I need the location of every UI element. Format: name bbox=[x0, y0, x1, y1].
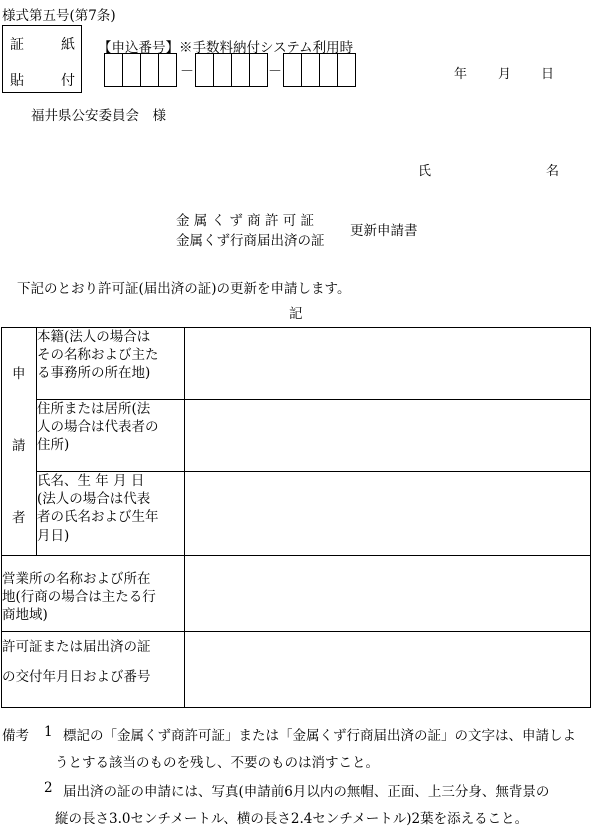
form-number: 様式第五号(第7条) bbox=[2, 8, 116, 24]
intro-text: 下記のとおり許可証(届出済の証)の更新を申請します。 bbox=[17, 281, 351, 297]
title-suffix: 更新申請書 bbox=[350, 223, 418, 239]
revenue-stamp-box bbox=[2, 25, 82, 93]
application-number-group-3[interactable] bbox=[283, 53, 356, 87]
note-text: うとする該当のものを残し、不要のものは消すこと。 bbox=[55, 755, 379, 771]
row-value-address[interactable] bbox=[185, 400, 591, 472]
digit-cell[interactable] bbox=[249, 53, 268, 87]
digit-cell[interactable] bbox=[301, 53, 320, 87]
separator: － bbox=[268, 64, 282, 80]
applicant-char: 申 bbox=[12, 366, 26, 382]
row-value-permit[interactable] bbox=[185, 632, 591, 708]
digit-cell[interactable] bbox=[231, 53, 250, 87]
digit-cell[interactable] bbox=[195, 53, 214, 87]
addressee: 福井県公安委員会 様 bbox=[31, 108, 166, 124]
row-label-permit bbox=[2, 632, 185, 708]
application-table bbox=[1, 327, 591, 708]
date-month-label: 月 bbox=[498, 67, 512, 82]
digit-cell[interactable] bbox=[283, 53, 302, 87]
digit-cell[interactable] bbox=[337, 53, 356, 87]
row-value-domicile[interactable] bbox=[185, 328, 591, 400]
stamp-char: 付 bbox=[61, 73, 75, 89]
application-number-group-2[interactable] bbox=[195, 53, 268, 87]
name-label-right: 名 bbox=[546, 164, 560, 179]
applicant-char: 者 bbox=[12, 510, 26, 526]
note-text: 届出済の証の申請には、写真(申請前6月以内の無帽、正面、上三分身、無背景の bbox=[63, 784, 550, 800]
row-label-name-birthdate: 氏名、生 年 月 日 (法人の場合は代表 者の氏名および生年 月日) bbox=[37, 472, 185, 556]
digit-cell[interactable] bbox=[213, 53, 232, 87]
applicant-column bbox=[2, 328, 37, 556]
row-value-business[interactable] bbox=[185, 556, 591, 632]
stamp-char: 貼 bbox=[10, 73, 24, 89]
application-number-label: 【申込番号】※手数料納付システム利用時 bbox=[98, 40, 354, 56]
digit-cell[interactable] bbox=[158, 53, 177, 87]
ki-heading: 記 bbox=[289, 306, 303, 322]
stamp-char: 証 bbox=[10, 37, 24, 53]
date-day-label: 日 bbox=[541, 67, 555, 82]
note-number: 2 bbox=[44, 780, 53, 796]
permit-label-line-2: の交付年月日および番号 bbox=[2, 669, 151, 686]
row-value-name-birthdate[interactable] bbox=[185, 472, 591, 556]
permit-label-line-1: 許可証または届出済の証 bbox=[2, 639, 151, 655]
digit-cell[interactable] bbox=[104, 53, 123, 87]
row-label-address: 住所または居所(法 人の場合は代表者の 住所) bbox=[37, 400, 185, 472]
note-text: 縦の長さ3.0センチメートル、横の長さ2.4センチメートル)2葉を添えること。 bbox=[55, 811, 529, 827]
digit-cell[interactable] bbox=[140, 53, 159, 87]
notes-heading: 備考 bbox=[2, 728, 29, 744]
note-text: 標記の「金属くず商許可証」または「金属くず行商届出済の証」の文字は、申請しよ bbox=[63, 728, 576, 744]
applicant-char: 請 bbox=[12, 438, 26, 454]
digit-cell[interactable] bbox=[319, 53, 338, 87]
title-line-1: 金 属 く ず 商 許 可 証 bbox=[176, 213, 315, 229]
row-label-domicile: 本籍(法人の場合は その名称および主た る事務所の所在地) bbox=[37, 328, 185, 400]
note-number: 1 bbox=[44, 724, 53, 740]
digit-cell[interactable] bbox=[122, 53, 141, 87]
stamp-char: 紙 bbox=[61, 37, 75, 53]
date-year-label: 年 bbox=[454, 67, 468, 82]
name-label-left: 氏 bbox=[418, 164, 432, 179]
title-line-2: 金属くず行商届出済の証 bbox=[176, 233, 325, 249]
separator: － bbox=[180, 64, 194, 80]
application-number-group-1[interactable] bbox=[104, 53, 177, 87]
row-label-business: 営業所の名称および所在 地(行商の場合は主たる行 商地域) bbox=[2, 556, 185, 632]
